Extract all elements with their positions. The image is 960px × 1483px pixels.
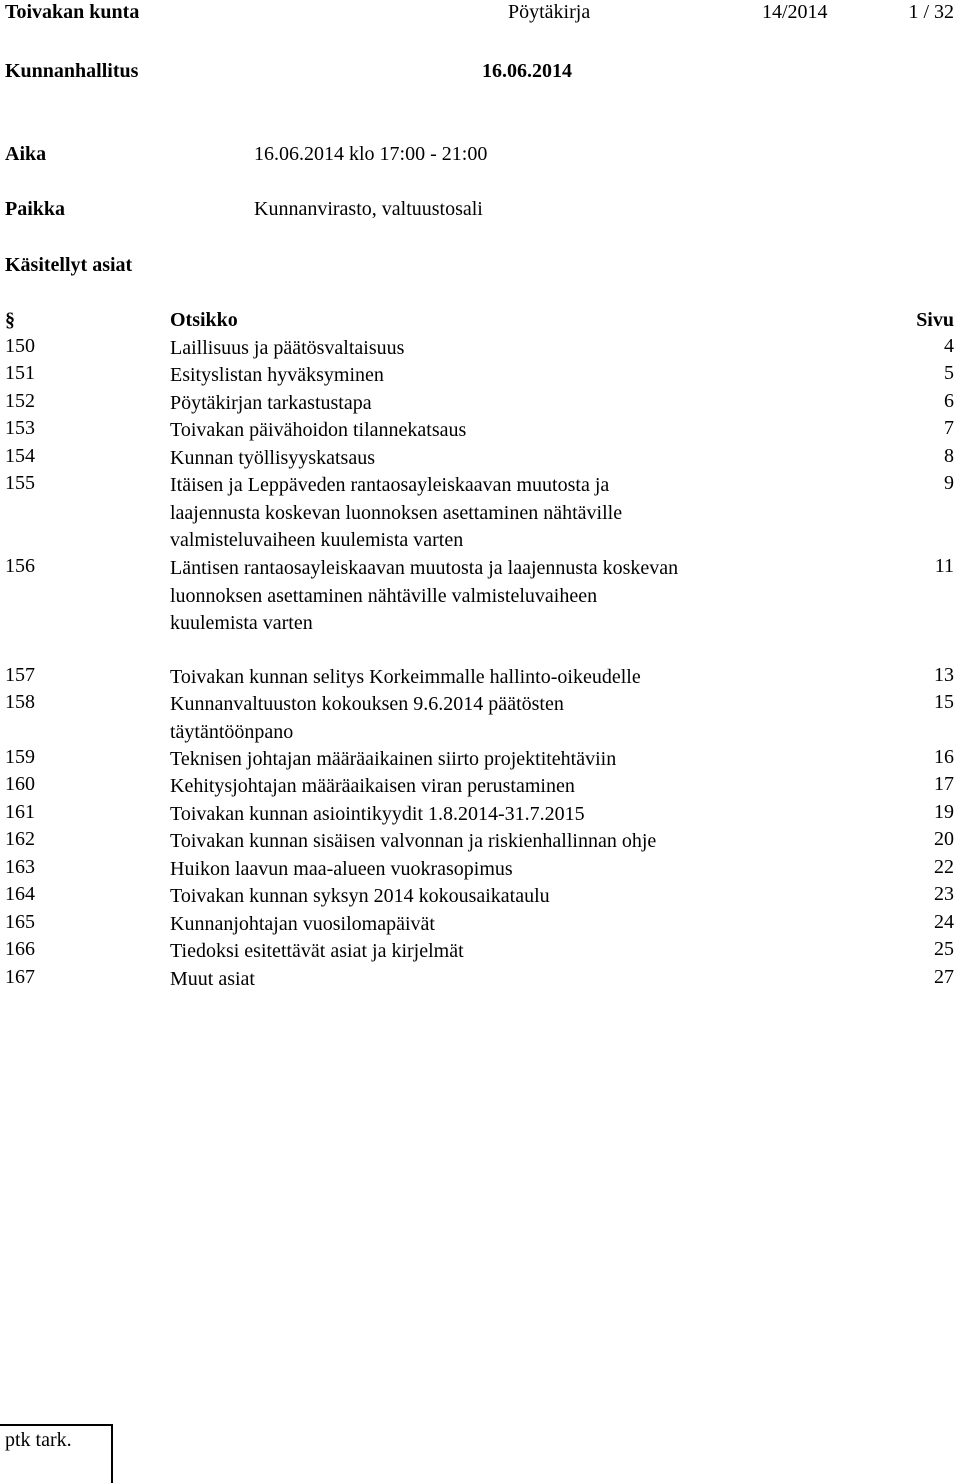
item-number: 157 <box>5 664 35 686</box>
item-title: Läntisen rantaosayleiskaavan muutosta ja laajennusta koskevan luonnoksen asettaminen nähtäville valmisteluvaiheen kuulemista varten <box>170 557 679 634</box>
item-title: Tiedoksi esitettävät asiat ja kirjelmät <box>170 940 464 962</box>
municipality-name: Toivakan kunta <box>5 1 140 23</box>
place-label: Paikka <box>5 198 66 220</box>
column-title-header: Otsikko <box>170 309 238 331</box>
item-page: 19 <box>934 801 954 823</box>
item-title: Itäisen ja Leppäveden rantaosayleiskaavan muutosta ja laajennusta koskevan luonnoksen asettaminen nähtäville valmisteluvaiheen kuulemista varten <box>170 474 623 551</box>
item-number: 162 <box>5 828 35 850</box>
item-title: Kehitysjohtajan määräaikaisen viran perustaminen <box>170 775 575 797</box>
item-title: Toivakan kunnan sisäisen valvonnan ja riskienhallinnan ohje <box>170 830 657 852</box>
document-number: 14/2014 <box>762 1 828 23</box>
place-value: Kunnanvirasto, valtuustosali <box>254 198 483 220</box>
item-page: 17 <box>934 773 954 795</box>
item-title: Esityslistan hyväksyminen <box>170 364 384 386</box>
item-page: 8 <box>944 445 954 467</box>
item-number: 156 <box>5 555 35 577</box>
item-title: Pöytäkirjan tarkastustapa <box>170 392 372 414</box>
item-number: 167 <box>5 966 35 988</box>
item-page: 5 <box>944 362 954 384</box>
item-number: 163 <box>5 856 35 878</box>
item-title: Toivakan kunnan selitys Korkeimmalle hallinto-oikeudelle <box>170 666 641 688</box>
item-number: 164 <box>5 883 35 905</box>
item-page: 16 <box>934 746 954 768</box>
time-value: 16.06.2014 klo 17:00 - 21:00 <box>254 143 488 165</box>
item-number: 166 <box>5 938 35 960</box>
page-counter: 1 / 32 <box>908 1 954 23</box>
item-page: 13 <box>934 664 954 686</box>
item-number: 160 <box>5 773 35 795</box>
time-label: Aika <box>5 143 47 165</box>
item-number: 153 <box>5 417 35 439</box>
item-page: 6 <box>944 390 954 412</box>
item-number: 150 <box>5 335 35 357</box>
item-page: 20 <box>934 828 954 850</box>
item-page: 9 <box>944 472 954 494</box>
item-number: 151 <box>5 362 35 384</box>
item-title: Kunnan työllisyyskatsaus <box>170 447 375 469</box>
item-number: 154 <box>5 445 35 467</box>
item-title: Teknisen johtajan määräaikainen siirto projektitehtäviin <box>170 748 617 770</box>
item-number: 158 <box>5 691 35 713</box>
item-title: Kunnanjohtajan vuosilomapäivät <box>170 913 435 935</box>
item-number: 155 <box>5 472 35 494</box>
item-page: 23 <box>934 883 954 905</box>
item-number: 159 <box>5 746 35 768</box>
item-page: 4 <box>944 335 954 357</box>
stamp-label: ptk tark. <box>5 1429 72 1451</box>
inspection-stamp-box <box>0 1424 113 1483</box>
item-number: 161 <box>5 801 35 823</box>
item-page: 22 <box>934 856 954 878</box>
item-page: 7 <box>944 417 954 439</box>
body-name: Kunnanhallitus <box>5 60 139 82</box>
item-title: Toivakan päivähoidon tilannekatsaus <box>170 419 467 441</box>
item-number: 165 <box>5 911 35 933</box>
item-page: 15 <box>934 691 954 713</box>
item-page: 24 <box>934 911 954 933</box>
item-page: 25 <box>934 938 954 960</box>
document-type: Pöytäkirja <box>508 1 591 23</box>
item-title: Huikon laavun maa-alueen vuokrasopimus <box>170 858 513 880</box>
item-title: Laillisuus ja päätösvaltaisuus <box>170 337 405 359</box>
meeting-date: 16.06.2014 <box>482 60 572 82</box>
section-symbol: § <box>5 309 15 331</box>
item-title: Toivakan kunnan asiointikyydit 1.8.2014-31.7.2015 <box>170 803 585 825</box>
item-title: Kunnanvaltuuston kokouksen 9.6.2014 päätösten täytäntöönpano <box>170 693 564 743</box>
item-title: Toivakan kunnan syksyn 2014 kokousaikataulu <box>170 885 550 907</box>
agenda-heading: Käsitellyt asiat <box>5 254 133 276</box>
item-number: 152 <box>5 390 35 412</box>
item-page: 27 <box>934 966 954 988</box>
item-page: 11 <box>934 555 954 577</box>
item-title: Muut asiat <box>170 968 255 990</box>
column-page-header: Sivu <box>916 309 954 331</box>
